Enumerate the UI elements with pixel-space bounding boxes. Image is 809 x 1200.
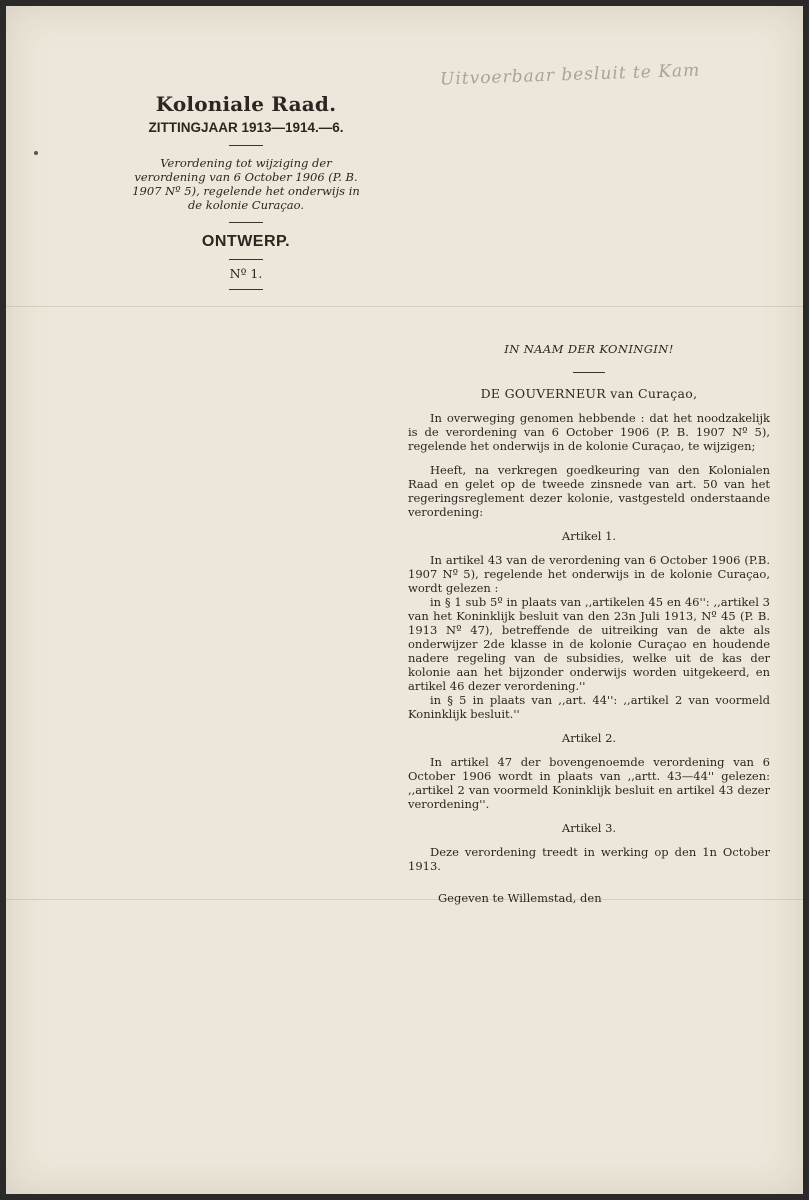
article-1-sub-2: in § 5 in plaats van ,,art. 44'': ,,artikel 2 van voormeld Koninklijk besluit.'' xyxy=(408,693,770,721)
draft-label: ONTWERP. xyxy=(201,233,291,250)
council-title: Koloniale Raad. xyxy=(155,92,337,116)
invocation: IN NAAM DER KONINGIN! xyxy=(504,342,674,356)
article-3-heading: Artikel 3. xyxy=(561,821,617,835)
divider xyxy=(229,145,263,146)
fold-line xyxy=(6,306,803,307)
ordinance-body xyxy=(408,342,770,905)
article-2-text: In artikel 47 der bovengenoemde verordening van 6 October 1906 wordt in plaats van ,,artt. 43—44'' gelezen: ,,artikel 2 van voormeld Koninklijk besluit en artikel 43 dezer verordening''. xyxy=(408,755,770,811)
governor-heading: DE GOUVERNEUR van Curaçao, xyxy=(480,386,698,401)
enactment-paragraph: Heeft, na verkregen goedkeuring van den Kolonialen Raad en gelet op de tweede zinsnede van art. 50 van het regeringsreglement dezer kolonie, vastgesteld onderstaande verordening: xyxy=(408,463,770,519)
ink-dot xyxy=(34,151,38,155)
article-1-sub-1: in § 1 sub 5º in plaats van ,,artikelen 45 en 46'': ,,artikel 3 van het Koninklijk besluit van den 23n Juli 1913, Nº 45 (P. B. 1913 Nº 47), betreffende de uitreiking van de akte als onderwijzer 2de klasse in de kolonie Curaçao en houdende nadere regeling van de subsidies, welke uit de kas der kolonie aan het bijzonder onderwijs worden uitgekeerd, en artikel 46 dezer verordening.'' xyxy=(408,595,770,693)
article-1-intro: In artikel 43 van de verordening van 6 October 1906 (P.B. 1907 Nº 5), regelende het onderwijs in de kolonie Curaçao, wordt gelezen : xyxy=(408,553,770,595)
divider xyxy=(229,259,263,260)
signoff-line: Gegeven te Willemstad, den xyxy=(438,891,602,905)
handwritten-note: Uitvoerbaar besluit te Kam xyxy=(439,60,701,90)
article-3-text: Deze verordening treedt in werking op den 1n October 1913. xyxy=(408,845,770,873)
considerans-paragraph: In overweging genomen hebbende : dat het noodzakelijk is de verordening van 6 October 1906 (P. B. 1907 Nº 5), regelende het onderwijs in de kolonie Curaçao, te wijzigen; xyxy=(408,411,770,453)
article-1-heading: Artikel 1. xyxy=(561,529,617,543)
document-number: Nº 1. xyxy=(229,266,263,281)
document-page xyxy=(6,6,803,1194)
divider xyxy=(229,289,263,290)
document-header xyxy=(106,92,386,300)
article-2-heading: Artikel 2. xyxy=(561,731,617,745)
divider xyxy=(229,222,263,223)
divider xyxy=(573,372,605,373)
ordinance-subject: Verordening tot wijziging der verordening van 6 October 1906 (P. B. 1907 Nº 5), regelende het onderwijs in de kolonie Curaçao. xyxy=(132,156,360,212)
session-year: ZITTINGJAAR 1913—1914.—6. xyxy=(148,120,344,135)
